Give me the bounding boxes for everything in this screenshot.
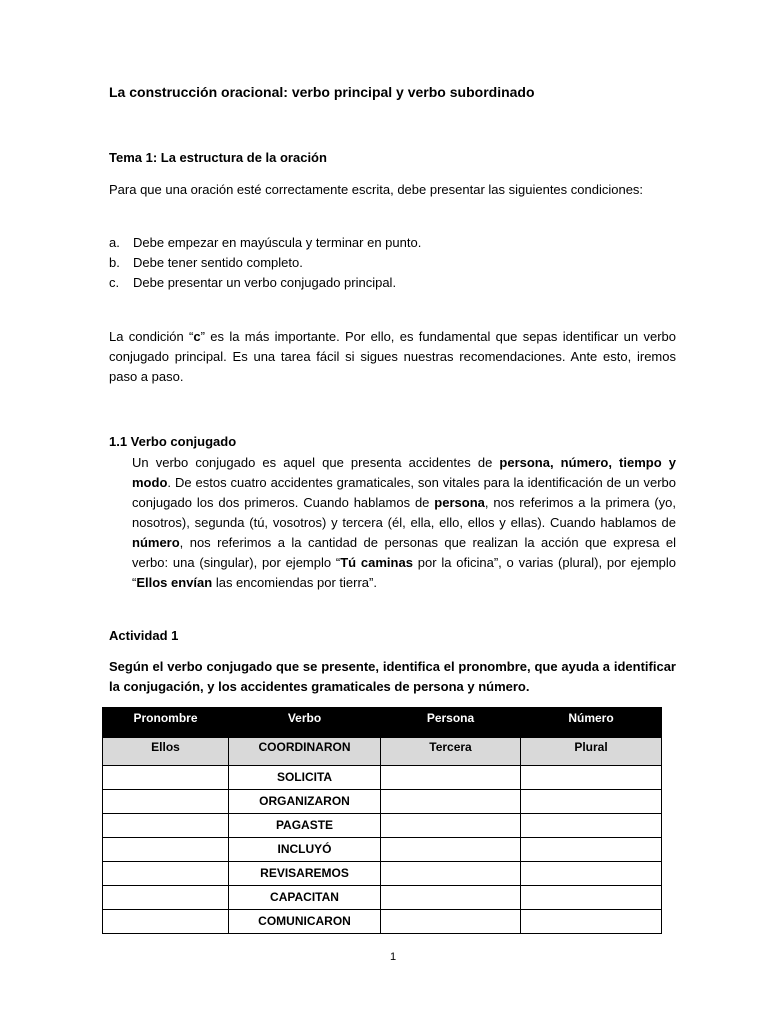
table-row xyxy=(103,766,662,790)
table-row xyxy=(103,862,662,886)
table-row xyxy=(103,838,662,862)
section-1-1-heading: 1.1 Verbo conjugado xyxy=(109,434,237,449)
header-numero: Número xyxy=(521,708,662,738)
numero-cell[interactable] xyxy=(521,862,662,886)
condition-c-paragraph xyxy=(109,327,676,387)
pronombre-cell[interactable] xyxy=(103,910,229,934)
verb-cell: INCLUYÓ xyxy=(229,838,381,862)
bold-run: persona, número, tiempo y modo xyxy=(132,455,676,490)
condition-marker: c. xyxy=(109,275,120,290)
header-verbo: Verbo xyxy=(229,708,381,738)
example-verbo: COORDINARON xyxy=(229,738,381,766)
numero-cell[interactable] xyxy=(521,886,662,910)
table-row xyxy=(103,910,662,934)
verb-cell: REVISAREMOS xyxy=(229,862,381,886)
condition-text: Debe tener sentido completo. xyxy=(133,255,303,270)
header-persona: Persona xyxy=(381,708,521,738)
verb-cell: SOLICITA xyxy=(229,766,381,790)
example-row xyxy=(103,738,662,766)
bold-run: número xyxy=(132,535,180,550)
numero-cell[interactable] xyxy=(521,814,662,838)
persona-cell[interactable] xyxy=(381,838,521,862)
text-run: , nos referimos a la primera (yo, nosotros), segunda (tú, vosotros) y tercera (él, ella, ello, ellos y ellas). Cuando hablamos de xyxy=(132,495,676,530)
text-run: las encomiendas por tierra”. xyxy=(212,575,377,590)
page-number: 1 xyxy=(390,951,397,963)
bold-run: Tú caminas xyxy=(340,555,413,570)
example-persona: Tercera xyxy=(381,738,521,766)
pronombre-cell[interactable] xyxy=(103,766,229,790)
table-header-row xyxy=(103,708,662,738)
numero-cell[interactable] xyxy=(521,910,662,934)
example-pronombre: Ellos xyxy=(103,738,229,766)
condition-text: Debe empezar en mayúscula y terminar en punto. xyxy=(133,235,422,250)
condition-item xyxy=(109,253,676,273)
condition-item xyxy=(109,273,676,293)
activity-instructions: Según el verbo conjugado que se presente, identifica el pronombre, que ayuda a identificar la conjugación, y los accidentes gramaticales de persona y número. xyxy=(109,659,676,694)
bold-run: persona xyxy=(434,495,485,510)
verb-cell: ORGANIZARON xyxy=(229,790,381,814)
text-run: Un verbo conjugado es aquel que presenta accidentes de xyxy=(132,455,500,470)
pronombre-cell[interactable] xyxy=(103,862,229,886)
numero-cell[interactable] xyxy=(521,766,662,790)
intro-paragraph: Para que una oración esté correctamente escrita, debe presentar las siguientes condiciones: xyxy=(109,182,644,197)
text-run: La condición “ xyxy=(109,329,194,344)
text-run: ” es la más importante. Por ello, es fundamental que sepas identificar un verbo conjugado principal. Es una tarea fácil si sigues nuestras recomendaciones. Ante esto, iremos paso a paso. xyxy=(109,329,676,384)
verb-cell: COMUNICARON xyxy=(229,910,381,934)
bold-run: c xyxy=(193,329,201,344)
pronombre-cell[interactable] xyxy=(103,838,229,862)
persona-cell[interactable] xyxy=(381,862,521,886)
pronombre-cell[interactable] xyxy=(103,790,229,814)
table-row xyxy=(103,886,662,910)
persona-cell[interactable] xyxy=(381,910,521,934)
condition-marker: b. xyxy=(109,255,120,270)
condition-marker: a. xyxy=(109,235,120,250)
text-run: . De estos cuatro accidentes gramaticales, son vitales para la identificación de un verbo conjugado los dos primeros. Cuando hablamos de xyxy=(132,475,676,510)
example-numero: Plural xyxy=(521,738,662,766)
table-row xyxy=(103,790,662,814)
verb-cell: CAPACITAN xyxy=(229,886,381,910)
numero-cell[interactable] xyxy=(521,838,662,862)
numero-cell[interactable] xyxy=(521,790,662,814)
text-run: , nos referimos a la cantidad de personas que realizan la acción que expresa el verbo: una (singular), por ejemplo “ xyxy=(132,535,676,570)
document-title: La construcción oracional: verbo principal y verbo subordinado xyxy=(109,84,535,100)
section-1-1-paragraph xyxy=(132,453,676,593)
bold-run: Ellos envían xyxy=(136,575,213,590)
conditions-list xyxy=(109,233,676,293)
persona-cell[interactable] xyxy=(381,790,521,814)
activity-heading: Actividad 1 xyxy=(109,628,179,643)
tema-heading: Tema 1: La estructura de la oración xyxy=(109,150,327,165)
table-row xyxy=(103,814,662,838)
verbs-table xyxy=(102,707,662,934)
persona-cell[interactable] xyxy=(381,766,521,790)
text-run: por la oficina”, o varias (plural), por ejemplo “ xyxy=(132,555,677,590)
persona-cell[interactable] xyxy=(381,814,521,838)
header-pronombre: Pronombre xyxy=(103,708,229,738)
pronombre-cell[interactable] xyxy=(103,886,229,910)
verb-cell: PAGASTE xyxy=(229,814,381,838)
pronombre-cell[interactable] xyxy=(103,814,229,838)
condition-text: Debe presentar un verbo conjugado principal. xyxy=(133,275,397,290)
persona-cell[interactable] xyxy=(381,886,521,910)
condition-item xyxy=(109,233,676,253)
